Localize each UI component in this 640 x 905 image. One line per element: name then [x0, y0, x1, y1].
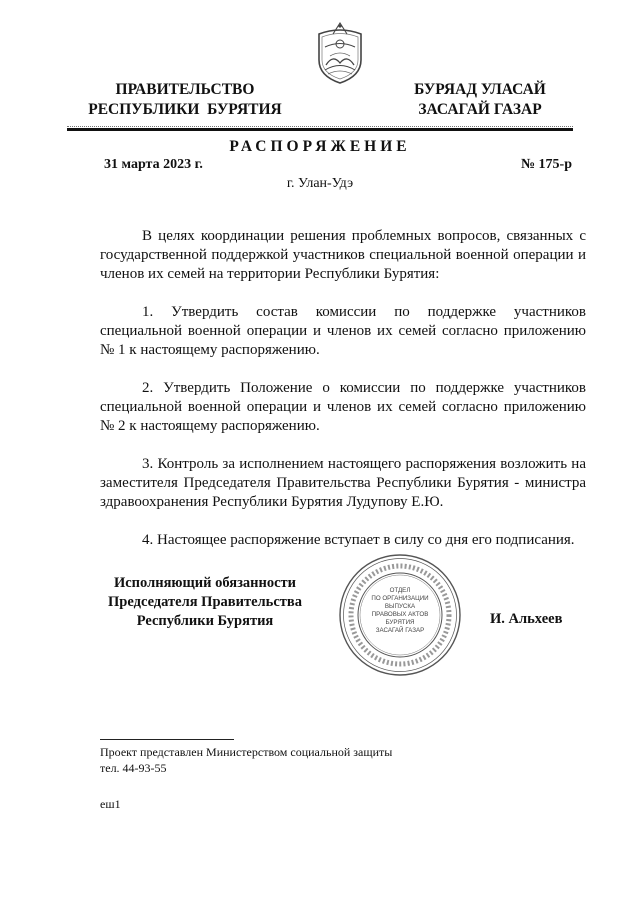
government-title-line: ПРАВИТЕЛЬСТВО [115, 81, 255, 98]
body-paragraph: В целях координации решения проблемных вопросов, связанных с государственной поддержкой участников специальной военной операции и членов их семей на территории Республики Бурятия: [100, 228, 586, 282]
signatory-title-line: Исполняющий обязанности [113, 575, 297, 591]
document-date: 31 марта 2023 г. [104, 157, 203, 172]
government-title-line: РЕСПУБЛИКИ БУРЯТИЯ [88, 101, 282, 118]
header-dotted-divider [67, 126, 573, 127]
body-paragraph: 2. Утвердить Положение о комиссии по поддержке участников специальной военной операции и членов их семей согласно приложению № 2 к настоящему распоряжению. [100, 380, 586, 434]
document-code: еш1 [100, 797, 121, 811]
stamp-line: ЗАСАГАЙ ГАЗАР [375, 627, 425, 634]
body-paragraph: 4. Настоящее распоряжение вступает в силу со дня его подписания. [142, 532, 575, 548]
body-paragraph: 3. Контроль за исполнением настоящего распоряжения возложить на заместителя Председателя Правительства Республики Бурятия - министра здравоохранения Республики Бурятия Лудупову Е.Ю. [100, 456, 586, 510]
signatory-title [100, 574, 310, 631]
government-title-russian [80, 80, 290, 120]
stamp-line: ОТДЕЛ [389, 587, 411, 594]
stamp-line: ПО ОРГАНИЗАЦИИ [371, 595, 429, 602]
document-city: г. Улан-Удэ [286, 176, 354, 191]
document-body [100, 227, 586, 569]
signatory-name: И. Альхеев [490, 611, 563, 627]
footnote-line: тел. 44-93-55 [100, 761, 167, 775]
coat-of-arms-emblem [315, 20, 365, 86]
footnote-line: Проект представлен Министерством социальной защиты [100, 745, 393, 759]
government-title-buryat [400, 80, 560, 120]
stamp-line: ПРАВОВЫХ АКТОВ [371, 611, 429, 618]
header-divider [67, 128, 573, 131]
body-paragraph: 1. Утвердить состав комиссии по поддержке участников специальной военной операции и членов их семей согласно приложению № 1 к настоящему распоряжению. [100, 304, 586, 358]
government-title-line: ЗАСАГАЙ ГАЗАР [418, 101, 542, 118]
stamp-line: БУРЯТИЯ [385, 619, 415, 626]
footnote-divider [100, 739, 234, 740]
footnote [100, 744, 392, 776]
signatory-title-line: Республики Бурятия [136, 613, 274, 629]
document-number: № 175-р [520, 157, 572, 172]
document-type: РАСПОРЯЖЕНИЕ [229, 138, 411, 155]
official-stamp [337, 552, 463, 678]
government-title-line: БУРЯАД УЛАСАЙ [414, 81, 546, 98]
signatory-title-line: Председателя Правительства [108, 594, 302, 610]
stamp-line: ВЫПУСКА [384, 603, 416, 610]
